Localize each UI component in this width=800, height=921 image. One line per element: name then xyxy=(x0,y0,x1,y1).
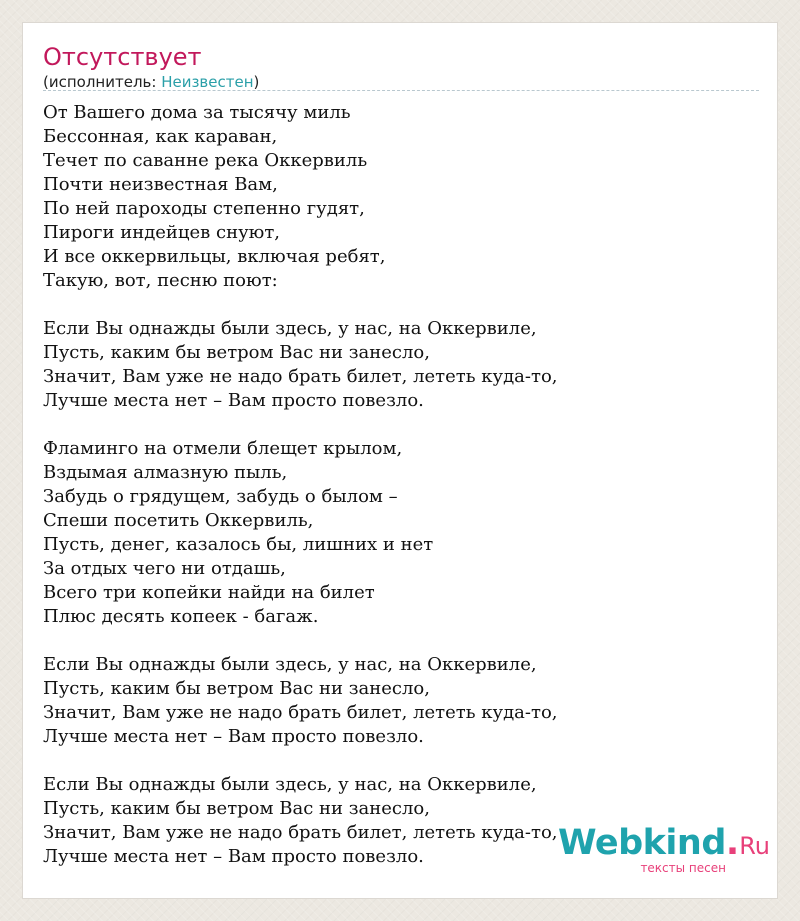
artist-suffix: ) xyxy=(253,73,260,91)
artist-prefix: (исполнитель: xyxy=(43,73,162,91)
logo-dot: . xyxy=(725,823,740,863)
lyrics-text: От Вашего дома за тысячу миль Бессонная, как караван, Течет по саванне река Оккервиль Почти неизвестная Вам, По ней пароходы степенно гудят, Пироги индейцев снуют, И все оккервильцы, включая ребят, Такую, вот, песню поют: Если Вы однажды были здесь, у нас, на Оккервиле, Пусть, каким бы ветром Вас ни занесло, Значит, Вам уже не надо брать билет, лететь куда-то, Лучше места нет – Вам просто повезло. Фламинго на отмели блещет крылом, Вздымая алмазную пыль, Забудь о грядущем, забудь о былом – Спеши посетить Оккервиль, Пусть, денег, казалось бы, лишних и нет За отдых чего ни отдашь, Всего три копейки найди на билет Плюс десять копеек - багаж. Если Вы однажды были здесь, у нас, на Оккервиле, Пусть, каким бы ветром Вас ни занесло, Значит, Вам уже не надо брать билет, лететь куда-то, Лучше места нет – Вам просто повезло. Если Вы однажды были здесь, у нас, на Оккервиле, Пусть, каким бы ветром Вас ни занесло, Значит, Вам уже не надо брать билет, лететь куда-то, Лучше места нет – Вам просто повезло. xyxy=(43,102,558,867)
title-divider xyxy=(43,90,759,91)
webkind-logo-link[interactable] xyxy=(557,822,770,892)
lyrics-card xyxy=(22,22,778,899)
song-title: Отсутствует xyxy=(43,43,202,71)
logo-tld: Ru xyxy=(739,832,770,860)
artist-line xyxy=(43,72,259,92)
logo-tagline: тексты песен xyxy=(640,861,726,875)
logo-brand: Webkind xyxy=(557,823,726,863)
artist-link[interactable]: Неизвестен xyxy=(161,73,254,91)
